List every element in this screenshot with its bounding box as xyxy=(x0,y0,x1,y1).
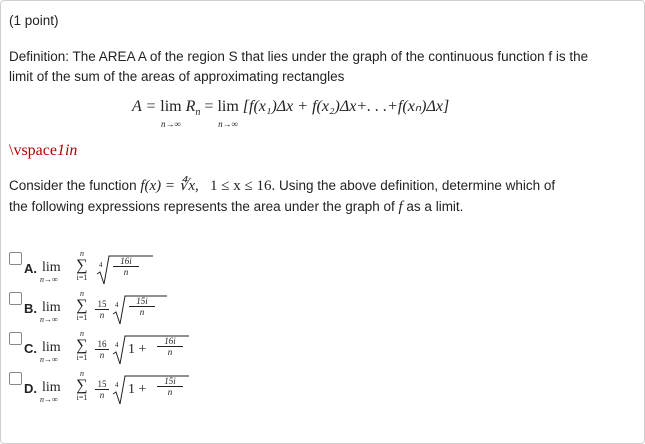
option-a[interactable]: A. lim n→∞ n ∑ i=1 4 $\frac{16i}{n}$ xyxy=(9,252,229,290)
sigma-symbol: n ∑ i=1 xyxy=(76,249,88,282)
radicand-fraction: $\frac{16i}{n}$ xyxy=(157,336,183,357)
question-line-2: the following expressions represents the area under the graph of f as a limit. xyxy=(9,199,464,215)
sigma-symbol: n ∑ i=1 xyxy=(76,329,88,362)
coefficient-fraction: $\frac{15}{n}$ xyxy=(95,299,109,320)
option-d-checkbox[interactable] xyxy=(9,372,22,385)
radicand-fraction: $\frac{16i}{n}$ xyxy=(113,256,139,277)
points-label: (1 point) xyxy=(9,13,59,28)
sigma-symbol: n ∑ i=1 xyxy=(76,289,88,322)
formula-rn: R xyxy=(185,98,196,115)
radicand-fraction: $\frac{15i}{n}$ xyxy=(157,376,183,397)
definition-line-2: limit of the sum of the areas of approximating rectangles xyxy=(9,69,345,84)
formula-lim-2: lim n→∞ xyxy=(217,98,239,129)
formula-lim-1: lim n→∞ xyxy=(160,98,182,129)
vspace-artifact: \vspace1in xyxy=(9,142,78,159)
formula-lhs: A = xyxy=(132,98,161,115)
radicand-fraction: $\frac{15i}{n}$ xyxy=(129,296,155,317)
option-a-checkbox[interactable] xyxy=(9,252,22,265)
option-b-checkbox[interactable] xyxy=(9,292,22,305)
area-formula: A = lim n→∞ $R_n = \lim$ n→∞ [f(x₁)Δx + f(x₂)Δx+. . .+f(xₙ)Δx] xyxy=(132,98,450,129)
formula-rhs: [f(x₁)Δx + f(x₂)Δx+. . .+f(xₙ)Δx] xyxy=(242,98,450,115)
option-c[interactable]: C. lim n→∞ n ∑ i=1 $\frac{16}{n}$ 4 1 + $\frac{16i}{n}$ xyxy=(9,332,229,370)
option-b[interactable]: B. lim n→∞ n ∑ i=1 $\frac{15}{n}$ 4 $\frac{15i}{n}$ xyxy=(9,292,229,330)
option-d[interactable]: D. lim n→∞ n ∑ i=1 $\frac{15}{n}$ 4 1 + $\frac{15i}{n}$ xyxy=(9,372,229,410)
coefficient-fraction: $\frac{15}{n}$ xyxy=(95,379,109,400)
question-line-1: Consider the function f(x) = ∜x, 1 ≤ x ≤ 16. Using the above definition, determine which of xyxy=(9,178,556,194)
definition-line-1: Definition: The AREA A of the region S that lies under the graph of the continuous function f is the xyxy=(9,49,589,64)
coefficient-fraction: $\frac{16}{n}$ xyxy=(95,339,109,360)
sigma-symbol: n ∑ i=1 xyxy=(76,369,88,402)
option-c-checkbox[interactable] xyxy=(9,332,22,345)
